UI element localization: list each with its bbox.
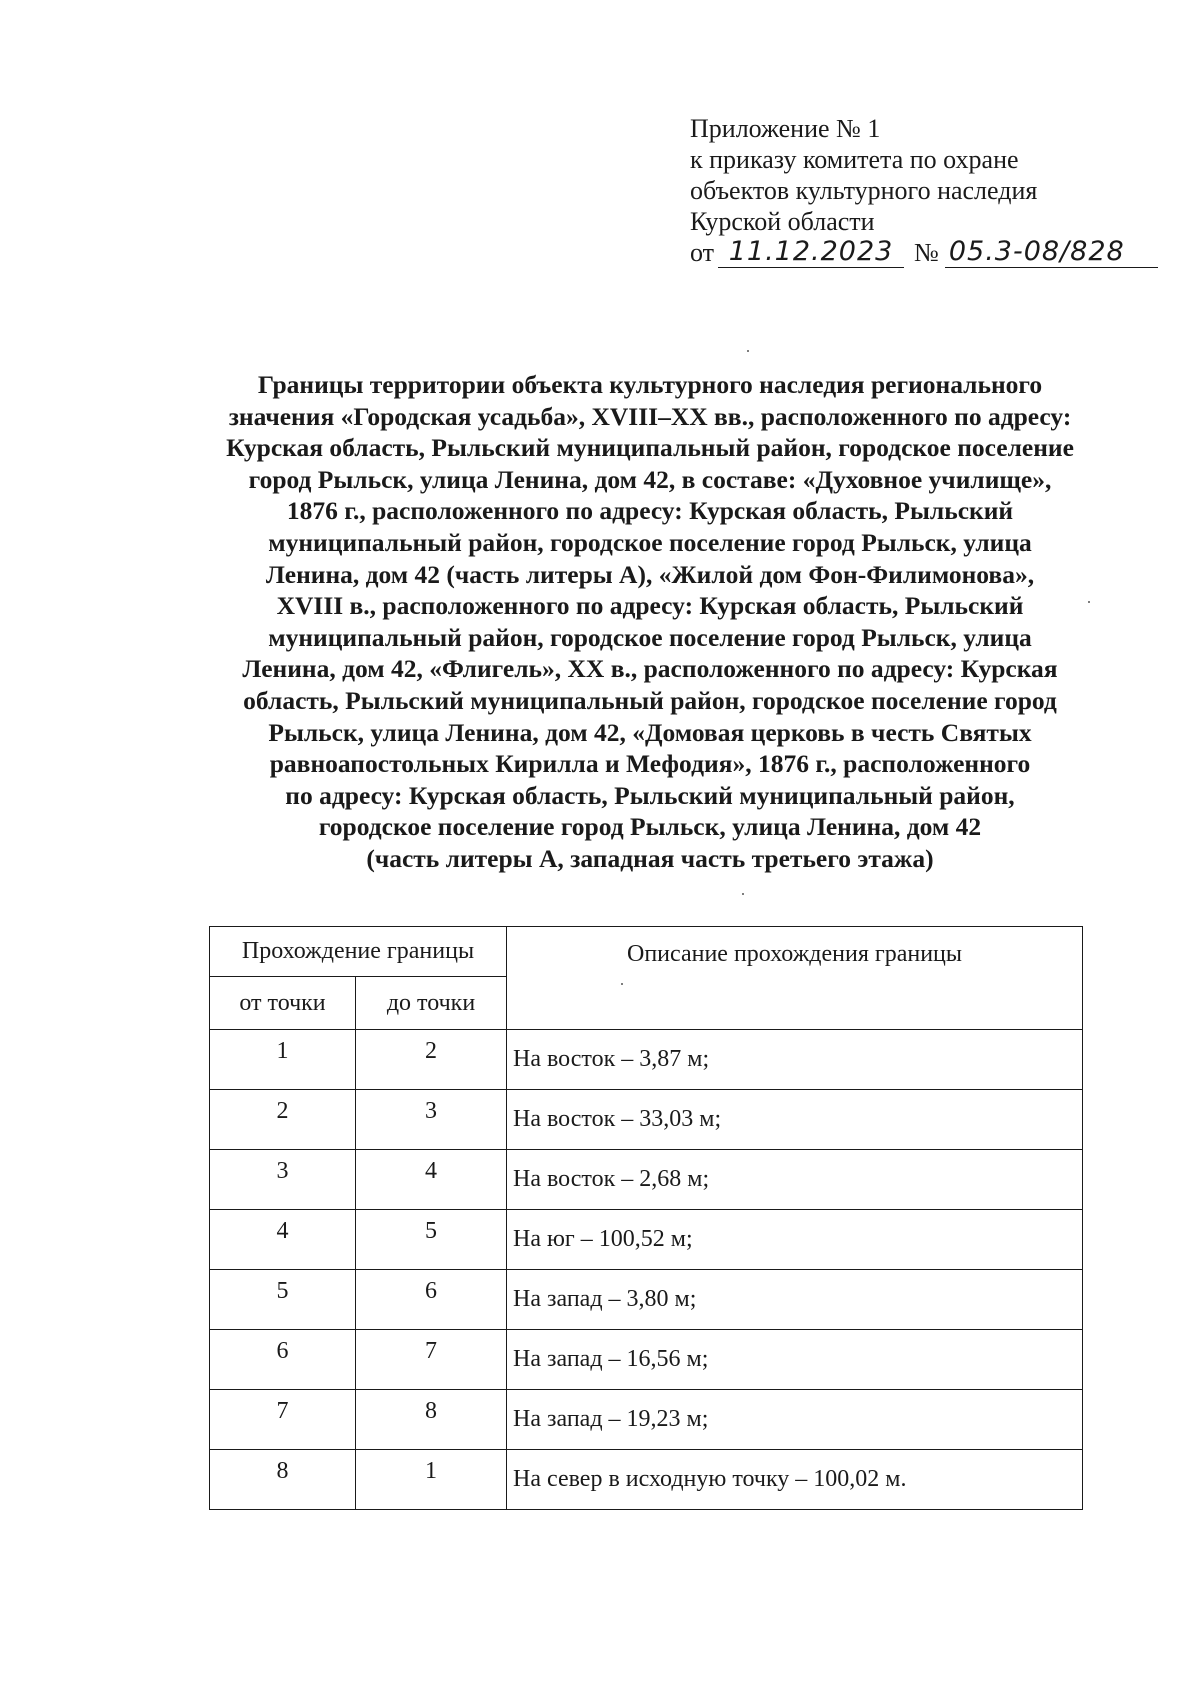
description-cell: На запад – 16,56 м;: [507, 1330, 1083, 1390]
number-label: №: [914, 238, 939, 267]
from-point-cell: 4: [210, 1210, 356, 1270]
title-line: 1876 г., расположенного по адресу: Курская область, Рыльский: [286, 496, 1014, 526]
title-line: муниципальный район, городское поселение город Рыльск, улица: [268, 622, 1032, 652]
title-line: муниципальный район, городское поселение город Рыльск, улица: [268, 527, 1032, 557]
description-cell: На запад – 19,23 м;: [507, 1390, 1083, 1450]
title-line: Границы территории объекта культурного наследия регионального: [257, 370, 1043, 399]
header-boundary-passage: Прохождение границы: [210, 927, 507, 977]
from-point-cell: 7: [210, 1390, 356, 1450]
scan-speck: [747, 350, 749, 352]
title-line: Ленина, дом 42, «Флигель», XX в., расположенного по адресу: Курская: [242, 654, 1058, 684]
handwritten-date: 11.12.2023: [718, 237, 904, 268]
from-point-cell: 5: [210, 1270, 356, 1330]
header-to-point: до точки: [356, 977, 507, 1030]
table-row: [210, 1330, 1083, 1390]
title-line: по адресу: Курская область, Рыльский муниципальный район,: [285, 780, 1015, 810]
title-line: Рыльск, улица Ленина, дом 42, «Домовая церковь в честь Святых: [268, 717, 1032, 747]
to-point-cell: 3: [356, 1090, 507, 1150]
description-cell: На запад – 3,80 м;: [507, 1270, 1083, 1330]
from-point-cell: 2: [210, 1090, 356, 1150]
to-point-cell: 5: [356, 1210, 507, 1270]
title-line: область, Рыльский муниципальный район, городское поселение город: [243, 685, 1057, 715]
table-row: [210, 1030, 1083, 1090]
description-cell: На юг – 100,52 м;: [507, 1210, 1083, 1270]
appendix-title: Приложение № 1: [690, 114, 881, 143]
from-point-cell: 1: [210, 1030, 356, 1090]
title-line: равноапостольных Кирилла и Мефодия», 1876 г., расположенного: [269, 749, 1031, 779]
to-point-cell: 7: [356, 1330, 507, 1390]
table-row: [210, 1450, 1083, 1510]
description-cell: На восток – 33,03 м;: [507, 1090, 1083, 1150]
table-row: [210, 1150, 1083, 1210]
title-line: город Рыльск, улица Ленина, дом 42, в составе: «Духовное училище»,: [248, 464, 1052, 494]
description-cell: На восток – 2,68 м;: [507, 1150, 1083, 1210]
title-line: XVIII в., расположенного по адресу: Курская область, Рыльский: [276, 591, 1024, 621]
header-from-point: от точки: [210, 977, 356, 1030]
table-row: [210, 1210, 1083, 1270]
table-row: [210, 1390, 1083, 1450]
description-cell: На восток – 3,87 м;: [507, 1030, 1083, 1090]
from-point-cell: 8: [210, 1450, 356, 1510]
to-point-cell: 1: [356, 1450, 507, 1510]
appendix-committee: объектов культурного наследия: [690, 176, 1038, 205]
to-point-cell: 6: [356, 1270, 507, 1330]
title-line: (часть литеры А, западная часть третьего этажа): [366, 843, 934, 873]
scan-speck: [742, 893, 744, 895]
to-point-cell: 2: [356, 1030, 507, 1090]
to-point-cell: 8: [356, 1390, 507, 1450]
order-date-number-row: [690, 237, 1158, 268]
title-line: городское поселение город Рыльск, улица Ленина, дом 42: [318, 812, 982, 842]
table-row: [210, 1090, 1083, 1150]
appendix-order-ref: к приказу комитета по охране: [690, 145, 1019, 174]
title-line: значения «Городская усадьба», XVIII–XX вв., расположенного по адресу:: [228, 401, 1072, 431]
appendix-region: Курской области: [690, 207, 875, 236]
handwritten-order-number: 05.3-08/828: [945, 237, 1158, 268]
from-point-cell: 6: [210, 1330, 356, 1390]
boundary-table: [209, 926, 1083, 1510]
document-title: [170, 369, 1130, 875]
table-row: [210, 1270, 1083, 1330]
header-description: Описание прохождения границы: [507, 927, 1083, 1030]
from-label: от: [690, 238, 715, 267]
description-cell: На север в исходную точку – 100,02 м.: [507, 1450, 1083, 1510]
from-point-cell: 3: [210, 1150, 356, 1210]
appendix-block: [690, 113, 1158, 268]
to-point-cell: 4: [356, 1150, 507, 1210]
title-line: Курская область, Рыльский муниципальный район, городское поселение: [226, 433, 1074, 463]
title-line: Ленина, дом 42 (часть литеры А), «Жилой дом Фон-Филимонова»,: [265, 559, 1035, 589]
